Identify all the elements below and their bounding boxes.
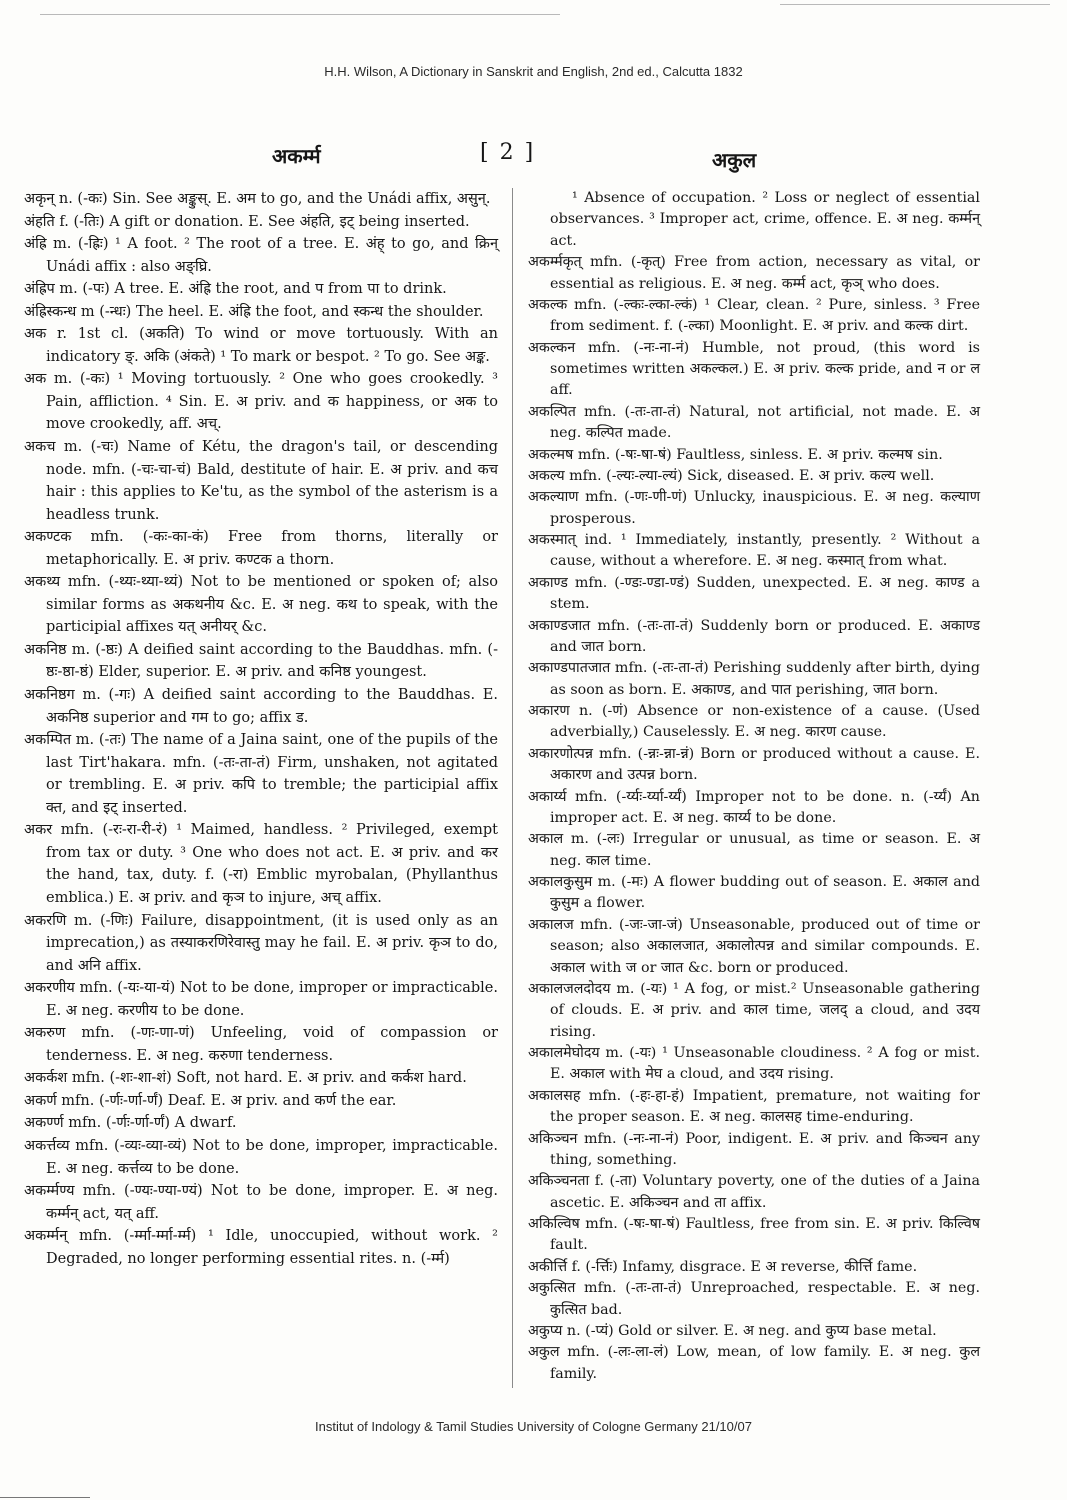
dictionary-entry: अंहति f. (-तिः) A gift or donation. E. See अंहति, इट् being inserted. xyxy=(24,213,470,230)
dictionary-entry: अकालज mfn. (-जः-जा-जं) Unseasonable, produced out of time or season; also अकालजात, अकालोत्पन्न and similar compounds. E. अकाल with ज or जात &c. born or produced. xyxy=(528,916,980,976)
dictionary-entry: अकथ्य mfn. (-थ्यः-थ्या-थ्यं) Not to be mentioned or spoken of; also similar forms as अकथनीय &c. E. अ neg. कथ to speak, with the participial affixes यत् अनीयर् &c. xyxy=(24,574,498,636)
entry-continuation: ¹ Absence of occupation. ² Loss or neglect of essential observances. ³ Improper act, crime, offence. E. अ neg. कर्म्मन् act. xyxy=(550,190,980,249)
dictionary-entry: अकाण्ड mfn. (-ण्डः-ण्डा-ण्डं) Sudden, unexpected. E. अ neg. काण्ड a stem. xyxy=(528,574,980,613)
dictionary-entry: अकीर्त्ति f. (-र्त्तिः) Infamy, disgrace. E अ reverse, कीर्त्ति fame. xyxy=(528,1258,918,1275)
dictionary-entry: अकल्मष mfn. (-षः-षा-षं) Faultless, sinless. E. अ priv. कल्मष sin. xyxy=(528,446,943,463)
dictionary-entry: अकाण्डजात mfn. (-तः-ता-तं) Suddenly born or produced. E. अकाण्ड and जात born. xyxy=(528,617,980,655)
dictionary-entry: अकस्मात् ind. ¹ Immediately, instantly, presently. ² Without a cause, without a wherefore. E. अ neg. कस्मात् from what. xyxy=(528,532,980,570)
dictionary-entry: अकल्य mfn. (-ल्यः-ल्या-ल्यं) Sick, diseased. E. अ priv. कल्य well. xyxy=(528,467,935,484)
dictionary-entry: अकुल mfn. (-लः-ला-लं) Low, mean, of low family. E. अ neg. कुल family. xyxy=(528,1344,980,1382)
dictionary-entry: अकार्य्य mfn. (-र्य्यः-र्य्या-र्य्यं) Improper not to be done. n. (-र्य्यं) An improper act. E. अ neg. कार्य्य to be done. xyxy=(528,788,980,826)
scan-edge-line xyxy=(40,14,560,15)
dictionary-entry: अकम्पित m. (-तः) The name of a Jaina saint, one of the pupils of the last Tirt'hakara. mfn. (-तः-ता-तं) Firm, unshaken, not agitated or trembling. E. अ priv. कपि to tremble; the participial affix क्त, and इट् inserted. xyxy=(24,732,498,816)
dictionary-entry: अकल्क mfn. (-ल्कः-ल्का-ल्कं) ¹ Clear, clean. ² Pure, sinless. ³ Free from sediment. f. (-ल्का) Moonlight. E. अ priv. and कल्क dirt. xyxy=(528,296,980,335)
dictionary-entry: अकल्पित mfn. (-तः-ता-तं) Natural, not artificial, not made. E. अ neg. कल्पित made. xyxy=(528,403,980,442)
dictionary-entry: अकुप्य n. (-प्यं) Gold or silver. E. अ neg. and कुप्य base metal. xyxy=(528,1322,937,1339)
dictionary-entry: अकर mfn. (-रः-रा-री-रं) ¹ Maimed, handless. ² Privileged, exempt from tax or duty. ³ One who does not act. E. अ priv. and कर the hand, tax, duty. f. (-रा) Emblic myrobalan, (Phyllanthus emblica.) E. अ priv. and कृञ to injure, अच् affix. xyxy=(24,822,498,906)
dictionary-entry: अकरुण mfn. (-णः-णा-णं) Unfeeling, void of compassion or tenderness. E. अ neg. करुणा tenderness. xyxy=(24,1025,498,1064)
dictionary-entry: अंह्रिस्कन्ध m (-न्धः) The heel. E. अंह्रि the foot, and स्कन्ध the shoulder. xyxy=(24,303,484,320)
dictionary-entry: अक m. (-कः) ¹ Moving tortuously. ² One who goes crookedly. ³ Pain, affliction. ⁴ Sin. E. अ priv. and क happiness, or अक to move crookedly, aff. अच्. xyxy=(24,371,498,433)
dictionary-entry: अकालजलदोदय m. (-यः) ¹ A fog, or mist.² Unseasonable gathering of clouds. E. अ priv. and काल time, जलद् a cloud, and उदय rising. xyxy=(528,980,980,1040)
dictionary-entry: अकालकुसुम m. (-मः) A flower budding out of season. E. अकाल and कुसुम a flower. xyxy=(528,874,980,912)
dictionary-entry: अकारण n. (-णं) Absence or non-existence of a cause. (Used adverbially,) Causelessly. E. अ neg. कारण cause. xyxy=(528,703,980,741)
dictionary-entry: अकर्ण्ण mfn. (-र्णः-र्णा-र्णं) A dwarf. xyxy=(24,1115,237,1132)
dictionary-entry: अकर्म्मन् mfn. (-र्म्मा-र्म्मा-र्म्म) ¹ Idle, unoccupied, without work. ² Degraded, no longer performing essential rites. n. (-र्म्म) xyxy=(24,1228,498,1267)
page-number: [ 2 ] xyxy=(480,140,536,165)
dictionary-entry: अकरणीय mfn. (-यः-या-यं) Not to be done, improper or impracticable. E. अ neg. करणीय to be done. xyxy=(24,980,498,1019)
dictionary-entry: अकरणि m. (-णिः) Failure, disappointment, (it is used only as an imprecation,) as तस्याकरणिरेवास्तु may he fail. E. अ priv. कृञ to do, and अनि affix. xyxy=(24,912,498,974)
left-column xyxy=(24,188,498,1270)
dictionary-entry: अकल्याण mfn. (-णः-णी-णं) Unlucky, inauspicious. E. अ neg. कल्याण prosperous. xyxy=(528,489,980,527)
dictionary-entry: अकारणोत्पन्न mfn. (-न्नः-न्ना-न्नं) Born or produced without a cause. E. अकारण and उत्पन्न born. xyxy=(528,745,980,784)
dictionary-entry: अकृन् n. (-कः) Sin. See अङ्कुस्. E. अम to go, and the Unádi affix, असुन्. xyxy=(24,191,491,207)
dictionary-entry: अकिल्विष mfn. (-षः-षा-षं) Faultless, free from sin. E. अ priv. किल्विष fault. xyxy=(528,1216,980,1254)
running-head-right: अकुल xyxy=(712,148,757,172)
dictionary-entry: अकुत्सित mfn. (-तः-ता-तं) Unreproached, respectable. E. अ neg. कुत्सित bad. xyxy=(528,1280,980,1318)
dictionary-entry: अकालसह mfn. (-हः-हा-हं) Impatient, premature, not waiting for the proper season. E. अ neg. कालसह time-enduring. xyxy=(528,1087,980,1126)
dictionary-entry: अकर्त्तव्य mfn. (-व्यः-व्या-व्यं) Not to be done, improper, impracticable. E. अ neg. कर्त्तव्य to be done. xyxy=(24,1137,498,1177)
dictionary-entry: अंह्रि m. (-ह्रिः) ¹ A foot. ² The root of a tree. E. अंह् to go, and क्रिन् Unádi affix : also अङ्घ्रि. xyxy=(24,236,498,275)
source-note: H.H. Wilson, A Dictionary in Sanskrit and English, 2nd ed., Calcutta 1832 xyxy=(324,64,743,79)
running-head xyxy=(18,142,1049,178)
footer-note: Institut of Indology & Tamil Studies University of Cologne Germany 21/10/07 xyxy=(315,1419,752,1434)
dictionary-entry: अकाल m. (-लः) Irregular or unusual, as time or season. E. अ neg. काल time. xyxy=(528,831,980,869)
running-head-left: अकर्म्म xyxy=(272,144,321,168)
scan-edge-line xyxy=(0,1497,90,1498)
dictionary-entry: अकल्कन mfn. (-नः-ना-नं) Humble, not proud, (this word is sometimes written अकल्कल.) E. अ priv. कल्क pride, and न or ल aff. xyxy=(528,339,980,399)
dictionary-entry: अकर्कश mfn. (-शः-शा-शं) Soft, not hard. E. अ priv. and कर्कश hard. xyxy=(24,1070,467,1087)
dictionary-entry: अकिञ्चनता f. (-ता) Voluntary poverty, one of the duties of a Jaina ascetic. E. अकिञ्चन and ता affix. xyxy=(528,1173,980,1211)
dictionary-entry: अकर्ण mfn. (-र्णः-र्णा-र्णं) Deaf. E. अ priv. and कर्ण the ear. xyxy=(24,1092,397,1109)
dictionary-entry: अकर्म्मण्य mfn. (-ण्यः-ण्या-ण्यं) Not to be done, improper. E. अ neg. कर्म्मन् act, यत् aff. xyxy=(24,1183,498,1222)
right-column xyxy=(528,188,980,1385)
dictionary-entry: अकाण्डपातजात mfn. (-तः-ता-तं) Perishing suddenly after birth, dying as soon as born. E. अकाण्ड, and पात perishing, जात born. xyxy=(528,660,980,698)
scan-edge-line xyxy=(780,4,1050,5)
dictionary-entry: अकर्म्मकृत् mfn. (-कृत्) Free from action, necessary as vital, or essential as religious. E. अ neg. कर्म्म act, कृञ् who does. xyxy=(528,254,980,292)
dictionary-entry: अंह्रिप m. (-पः) A tree. E. अंह्रि the root, and प from पा to drink. xyxy=(24,281,447,298)
dictionary-entry: अकनिष्ठ m. (-ष्ठः) A deified saint according to the Bauddhas. mfn. (-ष्ठः-ष्ठा-ष्ठं) Elder, superior. E. अ priv. and कनिष्ठ youngest. xyxy=(24,641,498,681)
dictionary-entry: अकण्टक mfn. (-कः-का-कं) Free from thorns, literally or metaphorically. E. अ priv. कण्टक a thorn. xyxy=(24,529,498,568)
dictionary-entry: अकच m. (-चः) Name of Kétu, the dragon's tail, or descending node. mfn. (-चः-चा-चं) Bald, destitute of hair. E. अ priv. and कच hair : this applies to Ke'tu, as the symbol of the asterism is a headless trunk. xyxy=(24,439,498,523)
dictionary-entry: अकिञ्चन mfn. (-नः-ना-नं) Poor, indigent. E. अ priv. and किञ्चन any thing, something. xyxy=(528,1130,980,1168)
dictionary-entry: अक r. 1st cl. (अकति) To wind or move tortuously. With an indicatory ङ्. अकि (अंकते) ¹ To mark or bespot. ² To go. See अङ्क. xyxy=(24,326,498,365)
dictionary-entry: अकनिष्ठग m. (-गः) A deified saint according to the Bauddhas. E. अकनिष्ठ superior and गम to go; affix ड. xyxy=(24,687,498,726)
dictionary-entry: अकालमेघोदय m. (-यः) ¹ Unseasonable cloudiness. ² A fog or mist. E. अकाल with मेघ a cloud, and उदय rising. xyxy=(528,1045,980,1083)
column-divider xyxy=(512,188,513,1388)
